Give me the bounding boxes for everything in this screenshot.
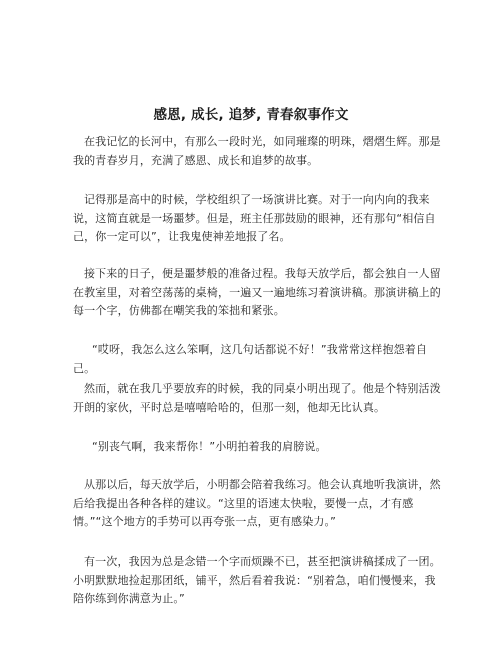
paragraph-5: 然而，就在我几乎要放弃的时候，我的同桌小明出现了。他是个特别活泼开朗的家伙，平时总是嘻嘻哈哈的，但那一刻，他却无比认真。 [73,382,441,414]
paragraph-7: 从那以后，每天放学后，小明都会陪着我练习。他会认真地听我演讲，然后给我提出各种各样的建议。“这里的语速太快啦，要慢一点，才有感情。”“这个地方的手势可以再夸张一点，更有感染力。” [73,478,441,528]
paragraph-6: “别丧气啊，我来帮你！”小明拍着我的肩膀说。 [92,440,327,453]
paragraph-1: 在我记忆的长河中，有那么一段时光，如同璀璨的明珠，熠熠生辉。那是我的青春岁月，充满了感恩、成长和追梦的故事。 [73,135,441,167]
paragraph-2: 记得那是高中的时候，学校组织了一场演讲比赛。对于一向内向的我来说，这简直就是一场噩梦。但是，班主任那鼓励的眼神，还有那句“相信自己，你一定可以”，让我鬼使神差地报了名。 [73,193,436,243]
paragraph-3: 接下来的日子，便是噩梦般的准备过程。我每天放学后，都会独自一人留在教室里，对着空荡荡的桌椅，一遍又一遍地练习着演讲稿。那演讲稿上的每一个字，仿佛都在嘲笑我的笨拙和紧张。 [73,267,441,317]
document-title: 感恩, 成长, 追梦, 青春叙事作文 [153,107,349,123]
paragraph-8: 有一次，我因为总是念错一个字而烦躁不已，甚至把演讲稿揉成了一团。小明默默地捡起那团纸，铺平，然后看着我说：“别着急，咱们慢慢来，我陪你练到你满意为止。” [73,555,441,605]
paragraph-4: “哎呀，我怎么这么笨啊，这几句话都说不好！”我常常这样抱怨着自己。 [73,343,428,375]
